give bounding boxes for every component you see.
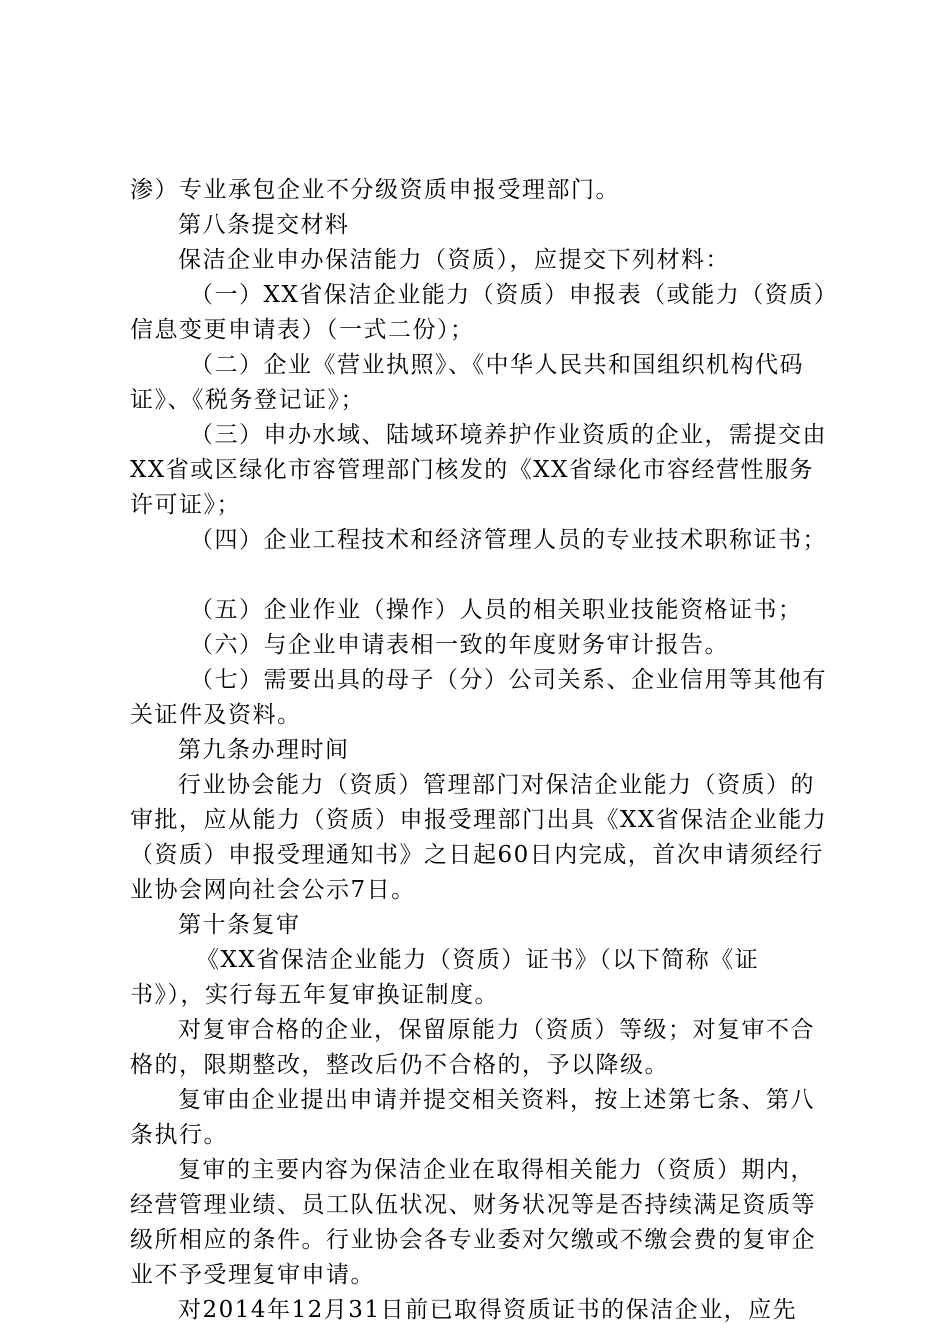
material-item-3: （三）申办水域、陆域环境养护作业资质的企业，需提交由XX省或区绿化市容管理部门核发的《XX省绿化市容经营性服务许可证》； bbox=[130, 422, 827, 518]
paragraph-certificate-review: 《XX省保洁企业能力（资质）证书》（以下简称《证书》），实行每五年复审换证制度。 bbox=[130, 947, 760, 1008]
material-item-4: （四）企业工程技术和经济管理人员的专业技术职称证书； bbox=[190, 527, 827, 553]
material-item-7: （七）需要出具的母子（分）公司关系、企业信用等其他有关证件及资料。 bbox=[130, 667, 827, 728]
paragraph-review-content: 复审的主要内容为保洁企业在取得相关能力（资质）期内，经营管理业绩、员工队伍状况、财务状况等是否持续满足资质等级所相应的条件。行业协会各专业委对欠缴或不缴会费的复审企业不予受理复审申请。 bbox=[130, 1157, 816, 1288]
document-body bbox=[130, 173, 830, 1328]
paragraph-2014-certificates: 对2014年12月31日前已取得资质证书的保洁企业，应先 bbox=[178, 1297, 798, 1323]
material-item-5: （五）企业作业（操作）人员的相关职业技能资格证书； bbox=[190, 597, 803, 623]
material-item-1: （一）XX省保洁企业能力（资质）申报表（或能力（资质）信息变更申请表）（一式二份）； bbox=[130, 282, 827, 343]
article-8-heading: 第八条提交材料 bbox=[178, 212, 350, 238]
paragraph-review-results: 对复审合格的企业，保留原能力（资质）等级；对复审不合格的，限期整改，整改后仍不合格的，予以降级。 bbox=[130, 1017, 815, 1078]
article-9-heading: 第九条办理时间 bbox=[178, 737, 350, 763]
article-10-heading: 第十条复审 bbox=[178, 912, 301, 938]
paragraph-processing-time: 行业协会能力（资质）管理部门对保洁企业能力（资质）的审批，应从能力（资质）申报受理部门出具《XX省保洁企业能力（资质）申报受理通知书》之日起60日内完成，首次申请须经行业协会网向社会公示7日。 bbox=[130, 772, 828, 903]
paragraph-review-application: 复审由企业提出申请并提交相关资料，按上述第七条、第八条执行。 bbox=[130, 1087, 815, 1148]
material-item-2: （二）企业《营业执照》、《中华人民共和国组织机构代码证》、《税务登记证》； bbox=[130, 352, 804, 413]
material-item-6: （六）与企业申请表相一致的年度财务审计报告。 bbox=[190, 632, 729, 658]
paragraph-materials-intro: 保洁企业申办保洁能力（资质），应提交下列材料： bbox=[178, 247, 730, 273]
paragraph-continuation: 渗）专业承包企业不分级资质申报受理部门。 bbox=[130, 177, 620, 203]
